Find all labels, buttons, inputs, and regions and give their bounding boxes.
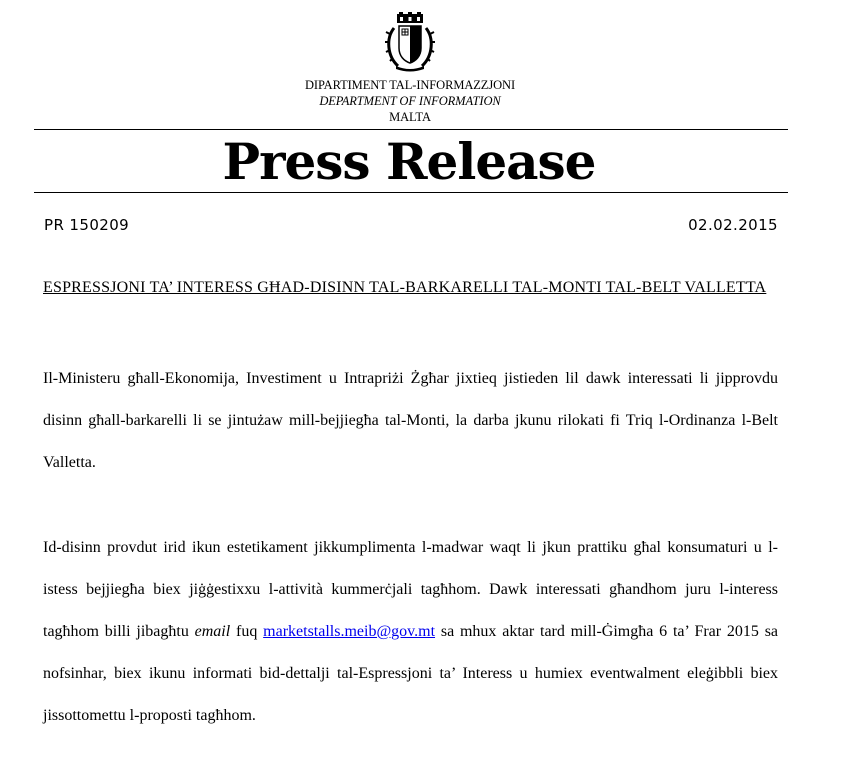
paragraph-2-part-1: Id-disinn provdut irid ikun estetikament jikkumplimenta l-madwar waqt li jkun prattiku għal konsumaturi u l-istess bejjiegħa biex jiġġestixxu l-attività kummerċjali tagħhom. Dawk interessati għandhom juru l-interess tagħhom billi jibagħtu	[43, 539, 778, 640]
dept-name-english: DEPARTMENT OF INFORMATION	[319, 94, 501, 108]
dept-name-maltese: DIPARTIMENT TAL-INFORMAZZJONI	[304, 78, 516, 92]
press-release-number: PR 150209	[44, 216, 130, 234]
country-name: MALTA	[389, 110, 431, 124]
malta-coat-of-arms-icon	[384, 12, 436, 72]
paragraph-1: Il-Ministeru għall-Ekonomija, Investiment u Intrapriżi Żgħar jixtieq jistieden lil dawk interessati li jipprovdu disinn għall-barkarelli li se jintużaw mill-bejjiegħa tal-Monti, la darba jkunu rilokati fi Triq l-Ordinanza l-Belt Valletta.	[43, 370, 778, 471]
release-date: 02.02.2015	[688, 216, 778, 234]
email-word: email	[194, 623, 231, 640]
email-link[interactable]: marketstalls.meib@gov.mt	[263, 623, 436, 640]
paragraph-2	[43, 527, 778, 737]
release-heading: ESPRESSJONI TA’ INTERESS GĦAD-DISINN TAL-BARKARELLI TAL-MONTI TAL-BELT VALLETTA	[43, 279, 767, 296]
paragraph-2-part-2: sa mhux aktar tard mill-Ġimgħa 6 ta’ Frar 2015 sa nofsinhar, biex ikunu informati bid-dettalji tal-Espressjoni ta’ Interess u humiex eventwalment eleġibbli biex jissottomettu l-proposti tagħhom.	[43, 623, 779, 724]
page-title: Press Release	[222, 132, 596, 191]
fuq-word: fuq	[236, 623, 258, 640]
bottom-divider	[34, 192, 788, 193]
